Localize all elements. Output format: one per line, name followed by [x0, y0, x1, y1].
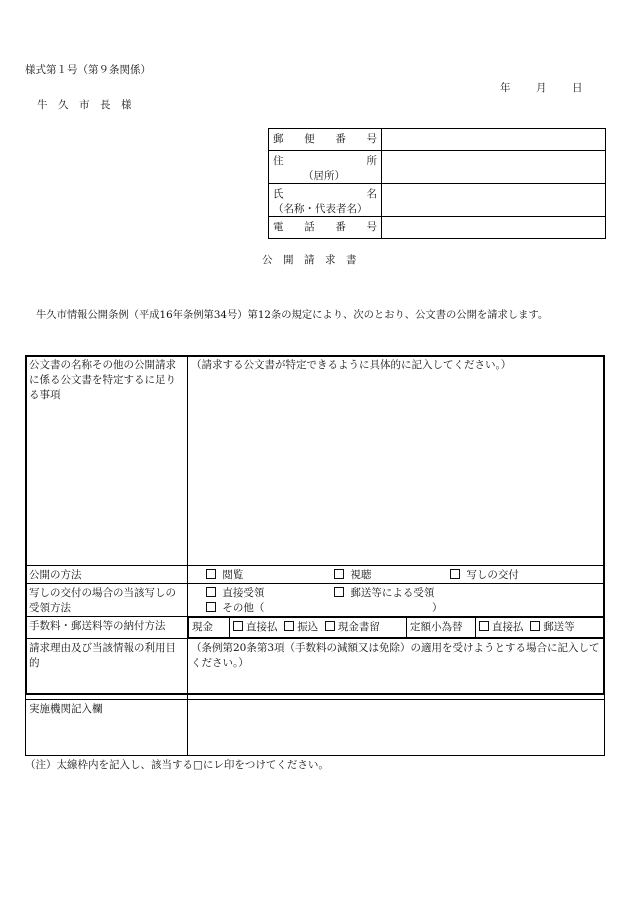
- checkbox-icon[interactable]: [325, 621, 335, 631]
- fees-field: [188, 617, 605, 638]
- page-title: 公 開 請 求 書: [262, 254, 357, 266]
- postal-code-field[interactable]: [382, 129, 606, 151]
- agency-field: [188, 700, 605, 756]
- receipt-other-close: ）: [432, 602, 443, 614]
- phone-field[interactable]: [382, 217, 606, 239]
- checkbox-icon[interactable]: [334, 587, 344, 597]
- request-table: [25, 355, 605, 756]
- document-field[interactable]: [188, 356, 605, 566]
- checkbox-icon[interactable]: [334, 569, 344, 579]
- method-field: [188, 566, 605, 584]
- document-note: （請求する公文書が特定できるように具体的に記入してください。）: [191, 359, 512, 371]
- date-year: 年: [500, 82, 511, 94]
- fees-cash-registered[interactable]: 現金書留: [325, 621, 380, 633]
- checkbox-icon[interactable]: [206, 602, 216, 612]
- fees-postal-mail[interactable]: 郵送等: [530, 621, 575, 633]
- method-option-copy[interactable]: 写しの交付: [450, 568, 519, 583]
- fees-cash-label: 現金: [189, 618, 230, 637]
- fees-postal-direct[interactable]: 直接払: [479, 621, 524, 633]
- checkbox-icon[interactable]: [206, 587, 216, 597]
- reason-note: （条例第20条第3項（手数料の減額又は免除）の適用を受けようとする場合に記入してください。）: [191, 642, 600, 669]
- postal-code-label: 郵 便 番 号: [269, 129, 382, 151]
- applicant-table: [268, 128, 606, 239]
- date-day: 日: [572, 82, 583, 94]
- form-number: 様式第１号（第９条関係）: [25, 64, 151, 76]
- address-field[interactable]: [382, 151, 606, 184]
- checkbox-icon[interactable]: [479, 621, 489, 631]
- reason-field[interactable]: [188, 639, 605, 700]
- receipt-field: [188, 584, 605, 617]
- fees-cash-transfer[interactable]: 振込: [284, 621, 318, 633]
- fees-cash-direct[interactable]: 直接払: [233, 621, 278, 633]
- fees-cash-options: [230, 618, 407, 637]
- receipt-option-direct[interactable]: 直接受領: [206, 586, 264, 601]
- document-label: 公文書の名称その他の公開請求に係る公文書を特定するに足りる事項: [26, 356, 188, 566]
- method-label: 公開の方法: [26, 566, 188, 584]
- phone-label: 電 話 番 号: [269, 217, 382, 239]
- checkbox-icon[interactable]: [206, 569, 216, 579]
- date-month: 月: [536, 82, 547, 94]
- checkbox-icon[interactable]: [530, 621, 540, 631]
- method-option-listen[interactable]: 視聴: [334, 568, 371, 583]
- reason-label: 請求理由及び当該情報の利用目的: [26, 639, 188, 700]
- receipt-label: 写しの交付の場合の当該写しの受領方法: [26, 584, 188, 617]
- agency-label: 実施機関記入欄: [26, 700, 188, 756]
- checkbox-icon[interactable]: [284, 621, 294, 631]
- receipt-option-other[interactable]: その他（: [206, 601, 264, 616]
- intro-text: 牛久市情報公開条例（平成16年条例第34号）第12条の規定により、次のとおり、公文書の公開を請求します。: [36, 309, 549, 321]
- checkbox-icon[interactable]: [233, 621, 243, 631]
- name-field[interactable]: [382, 184, 606, 217]
- receipt-option-mail[interactable]: 郵送等による受領: [334, 586, 434, 601]
- fees-postal-options: [476, 618, 578, 637]
- name-label: 氏 名 （名称・代表者名）: [269, 184, 382, 217]
- checkbox-icon[interactable]: [450, 569, 460, 579]
- footnote: （注）太線枠内を記入し、該当する□にレ印をつけてください。: [25, 759, 329, 771]
- addressee: 牛 久 市 長 様: [37, 99, 132, 111]
- fees-postal-order-label: 定額小為替: [407, 618, 476, 637]
- method-option-view[interactable]: 閲覧: [206, 568, 243, 583]
- address-label: 住 所 （居所）: [269, 151, 382, 184]
- fees-label: 手数料・郵送料等の納付方法: [26, 617, 188, 639]
